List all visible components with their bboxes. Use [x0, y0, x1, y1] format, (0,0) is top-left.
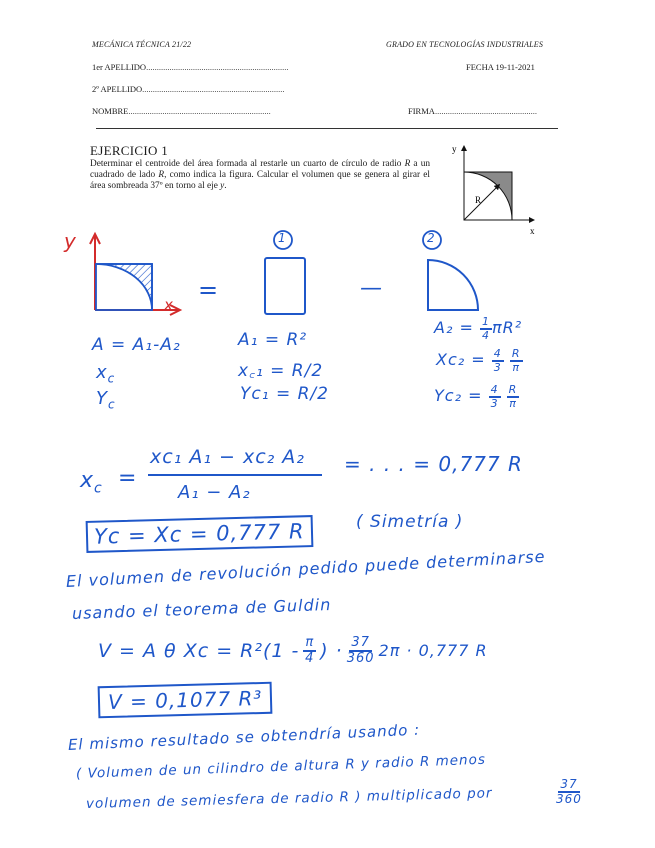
course-header: MECÁNICA TÉCNICA 21/22 [92, 40, 192, 49]
shape1-square [265, 258, 305, 314]
guldin-line-2: usando el teorema de Guldin [71, 594, 332, 623]
xc-eq-equals: = [118, 466, 138, 491]
sketch-x-label: x [164, 296, 173, 314]
alt-line-3: volumen de semiesfera de radio R ) multiplicado por [85, 785, 493, 812]
exercise-statement [90, 159, 430, 192]
sketch-equals: = [198, 276, 220, 304]
surname1-field [92, 62, 288, 72]
statement-part-3: , como indica la figura. Calcular el volumen que se genera al girar el área sombreada 37º en torno al eje [90, 170, 430, 191]
figure-x-label: x [530, 226, 535, 236]
statement-part-2: a un cuadrado de lado [90, 159, 430, 180]
formula-area-total: A = A₁-A₂ [92, 335, 181, 355]
formula-yc2: Yc₂ = $\frac{4}{3}$ $\frac{R}{\pi}$ [434, 383, 518, 410]
figure-radius-label: R [475, 195, 482, 205]
degree-header: GRADO EN TECNOLOGÍAS INDUSTRIALES [386, 40, 544, 49]
sketch-hatched-area [96, 264, 152, 310]
alt-line-2: ( Volumen de un cilindro de altura R y radio R menos [75, 751, 487, 782]
statement-var-r2: R [158, 170, 165, 180]
xc-eq-numerator: xc₁ A₁ − xc₂ A₂ [150, 446, 305, 468]
signature-dots: ................................................ [434, 106, 537, 116]
surname2-field [92, 84, 284, 94]
shape2-quarter-circle [428, 260, 478, 310]
formula-a1: A₁ = R² [238, 330, 308, 350]
xc-eq-result: = . . . = 0,777 R [344, 452, 523, 476]
volume-formula: V = A θ Xc = R²(1 - $\frac{\pi}{4}$ ) · $\frac{37}{360}$ 2π · 0,777 R [98, 635, 488, 666]
formula-xc1: x꜀₁ = R/2 [238, 361, 324, 381]
sketch-y-label: y [64, 229, 76, 253]
shape2-number: 2 [427, 231, 436, 245]
alt-fraction: $\frac{37}{360}$ [556, 777, 582, 806]
formula-xc2: Xc₂ = $\frac{4}{3}$ $\frac{R}{\pi}$ [436, 347, 521, 374]
surname2-dots: ................................................................... [142, 84, 285, 94]
date-field: FECHA 19-11-2021 [466, 62, 535, 72]
shape1-number: 1 [278, 231, 287, 245]
alt-line-1: El mismo resultado se obtendría usando : [67, 720, 421, 754]
name-dots: ................................................................... [128, 106, 271, 116]
statement-var-r: R [404, 159, 411, 169]
xc-eq-denominator: A₁ − A₂ [178, 482, 251, 503]
formula-a2: A₂ = $\frac{1}{4}$ πR² [434, 315, 523, 342]
signature-label: FIRMA [408, 106, 435, 116]
signature-field [408, 106, 537, 116]
exercise-title: EJERCICIO 1 [90, 143, 169, 158]
statement-part-1: Determinar el centroide del área formada al restarle un cuarto de círculo de radio [90, 159, 405, 169]
sketch-minus: — [360, 276, 383, 301]
xc-eq-left: $x_c$ [80, 468, 103, 497]
surname2-label: 2º APELLIDO [92, 84, 143, 94]
surname1-dots: ................................................................... [146, 62, 289, 72]
xc-eq-fraction-bar [148, 474, 322, 476]
volume-boxed-result: V = 0,1077 R³ [98, 682, 273, 719]
name-field [92, 106, 271, 116]
formula-yc-label: $Y_c$ [96, 388, 116, 412]
symmetry-note: ( Simetría ) [356, 512, 464, 532]
header-divider [96, 128, 558, 129]
formula-xc-label: $x_c$ [96, 362, 116, 386]
statement-var-y: y [220, 181, 225, 191]
name-label: NOMBRE [92, 106, 129, 116]
yc-boxed-result: Yc = Xc = 0,777 R [86, 515, 313, 553]
surname1-label: 1er APELLIDO [92, 62, 147, 72]
formula-yc1: Yc₁ = R/2 [240, 384, 329, 404]
statement-part-4: . [224, 181, 227, 191]
guldin-line-1: El volumen de revolución pedido puede determinarse [65, 546, 546, 591]
figure-y-label: y [452, 144, 457, 154]
